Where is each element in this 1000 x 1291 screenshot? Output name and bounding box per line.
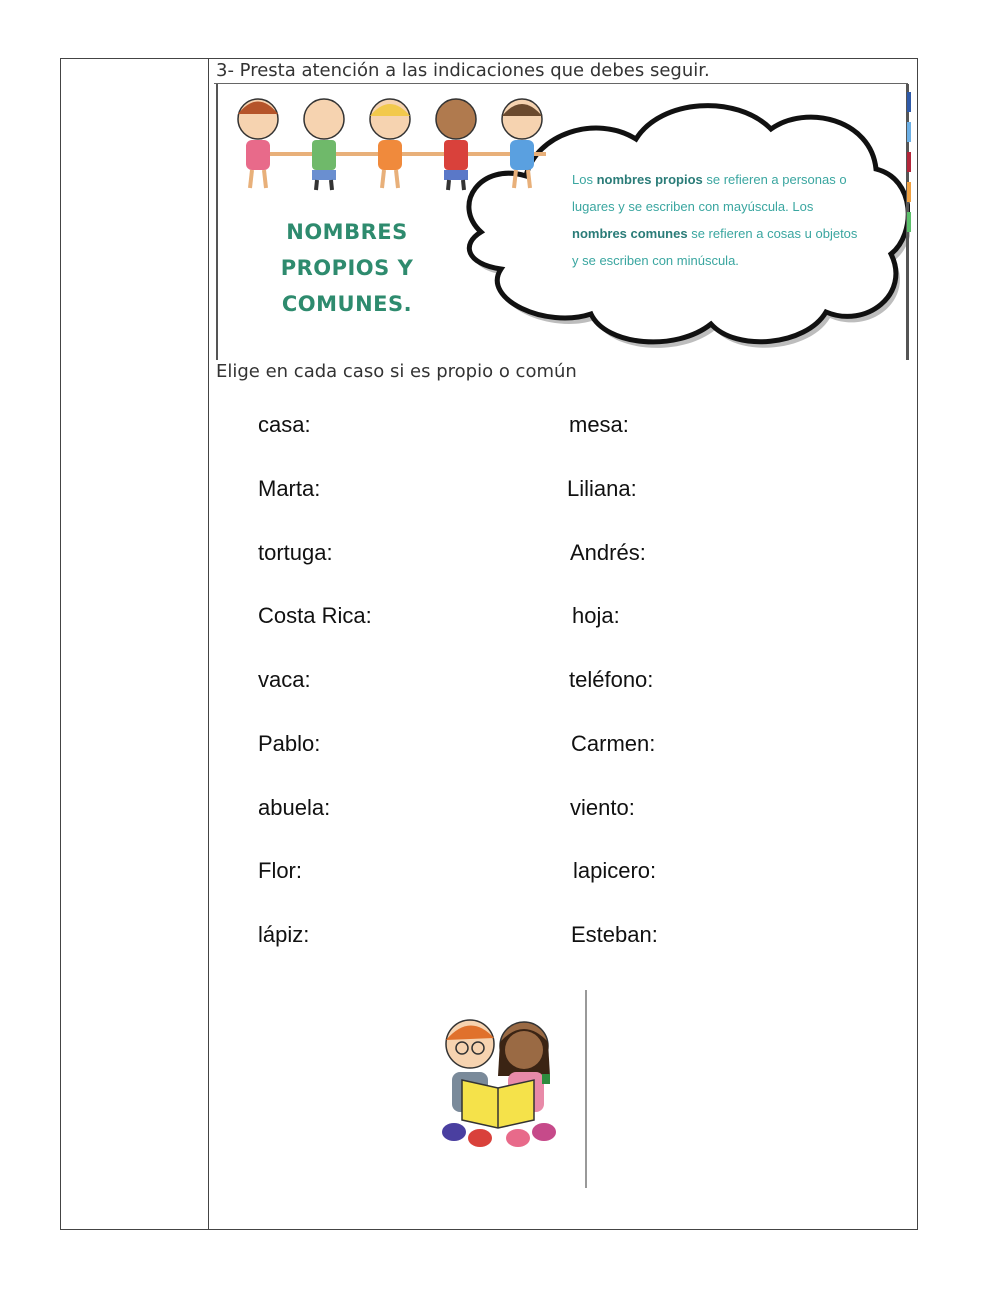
- word-item: teléfono:: [569, 667, 654, 692]
- exercise-prompt: Elige en cada caso si es propio o común: [216, 361, 577, 382]
- word-item: Liliana:: [567, 476, 637, 501]
- word-item: tortuga:: [258, 540, 333, 565]
- cloud-text-bold: nombres propios: [596, 172, 703, 187]
- word-item: casa:: [258, 412, 311, 437]
- word-item: Costa Rica:: [258, 603, 372, 628]
- side-color-tabs: [907, 92, 911, 242]
- word-item: Pablo:: [258, 731, 321, 756]
- word-item: abuela:: [258, 795, 331, 820]
- cloud-text-part: se refieren a cosas u objetos y se escriben con minúscula.: [572, 226, 858, 268]
- word-item: mesa:: [569, 412, 629, 437]
- word-item: Andrés:: [570, 540, 646, 565]
- cloud-text-part: se refieren a personas o lugares y se escriben con mayúscula. Los: [572, 172, 847, 214]
- word-item: Marta:: [258, 476, 321, 501]
- banner-title-line: NOMBRES: [286, 220, 408, 244]
- decorative-divider-line: [585, 990, 587, 1188]
- word-item: lápiz:: [258, 922, 310, 947]
- cloud-text-part: Los: [572, 172, 597, 187]
- banner-title-line: COMUNES.: [281, 292, 413, 316]
- word-item: hoja:: [572, 603, 620, 628]
- cloud-definition-text: [572, 166, 862, 274]
- word-item: Flor:: [258, 858, 302, 883]
- instruction-text: 3- Presta atención a las indicaciones que debes seguir.: [216, 60, 710, 81]
- word-item: viento:: [570, 795, 635, 820]
- banner-left-edge: [216, 84, 218, 360]
- word-item: vaca:: [258, 667, 311, 692]
- kids-reading-icon: [432, 1016, 564, 1150]
- cloud-text-bold: nombres comunes: [572, 226, 688, 241]
- table-column-divider: [208, 58, 209, 1230]
- banner-title-line: PROPIOS Y: [280, 256, 414, 280]
- word-item: lapicero:: [573, 858, 657, 883]
- word-item: Esteban:: [571, 922, 658, 947]
- word-item: Carmen:: [571, 731, 656, 756]
- banner-title: [262, 214, 432, 322]
